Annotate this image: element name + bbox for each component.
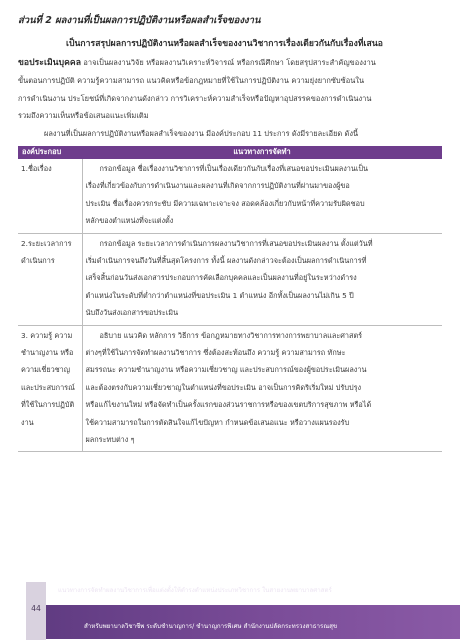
page-content: [18, 14, 442, 452]
footer-organization: สำหรับพยาบาลวิชาชีพ ระดับชำนาญการ/ ชำนาญการพิเศษ สำนักงานปลัดกระทรวงสาธารณสุข: [84, 623, 338, 630]
guideline-line: ประเมิน ชื่อเรื่องควรกระชับ มีความเฉพาะเจาะจง สอดคล้องเกี่ยวกับหน้าที่ความรับผิดชอบ: [85, 198, 365, 208]
definition-paragraph: [18, 35, 442, 125]
guideline-line: และต้องตรงกับความเชี่ยวชาญในตำแหน่งที่ขอประเมิน อาจเป็นการคิดริเริ่มใหม่ ปรับปรุง: [85, 382, 362, 392]
component-cell: 2.ระยะเวลาการดำเนินการ: [18, 233, 82, 325]
footer-document-title: แนวทางการจัดทำผลงานวิชาการเพื่อแต่งตั้งให้ดำรงตำแหน่งประเภทวิชาการ ในสายงานพยาบาลศาสตร์: [58, 587, 332, 594]
definition-line-2: อาจเป็นผลงานวิจัย หรือผลงานวิเคราะห์วิจารณ์ หรือกรณีศึกษา โดยสรุปสาระสำคัญของงาน: [81, 57, 376, 67]
guideline-line: กรอกข้อมูล ระยะเวลาการดำเนินการผลงานวิชาการที่เสนอขอประเมินผลงาน ตั้งแต่วันที่: [99, 238, 373, 248]
guideline-line: ต่างๆที่ใช้ในการจัดทำผลงานวิชาการ ซึ่งต้องสะท้อนถึง ความรู้ ความสามารถ ทักษะ: [85, 348, 346, 358]
table-header-row: [18, 146, 442, 159]
definition-lead: เป็นการสรุปผลการปฏิบัติงานหรือผลสำเร็จของงานวิชาการเรื่องเดียวกันกับเรื่องที่เสนอ: [66, 39, 383, 49]
component-cell: 3. ความรู้ ความชำนาญงาน หรือความเชี่ยวชาญและประสบการณ์ที่ใช้ในการปฏิบัติงาน: [18, 325, 82, 452]
definition-line-4: การดำเนินงาน ประโยชน์ที่เกิดจากงานดังกล่าว การวิเคราะห์ความสำเร็จหรือปัญหาอุปสรรคของการดำเนินงาน: [18, 93, 372, 103]
guideline-line: เสร็จสิ้นก่อนวันส่งเอกสารประกอบการคัดเลือกบุคคลและเป็นผลงานที่อยู่ในระหว่างดำรง: [85, 273, 357, 283]
page-number-tab: [26, 582, 46, 640]
table-row: [18, 159, 442, 233]
guideline-line: สมรรถนะ ความชำนาญงาน หรือความเชี่ยวชาญ และประสบการณ์ของผู้ขอประเมินผลงาน: [85, 365, 367, 375]
table-row: [18, 325, 442, 452]
guideline-line: ผลกระทบต่าง ๆ: [85, 435, 135, 445]
definition-bold-term: ขอประเมินบุคคล: [18, 57, 82, 68]
header-component: องค์ประกอบ: [18, 146, 82, 159]
guideline-line: หลักของตำแหน่งที่จะแต่งตั้ง: [85, 216, 174, 226]
guideline-line: เริ่มดำเนินการจนถึงวันที่สิ้นสุดโครงการ ทั้งนี้ ผลงานดังกล่าวจะต้องเป็นผลการดำเนินการที่: [85, 256, 367, 265]
section-title: ส่วนที่ 2 ผลงานที่เป็นผลการปฏิบัติงานหรือผลสำเร็จของงาน: [18, 15, 261, 26]
guideline-line: ใช้ความสามารถในการตัดสินใจแก้ไขปัญหา กำหนดข้อเสนอแนะ หรือวางแผนรองรับ: [85, 417, 350, 427]
guideline-line: หรือแก้ไขงานใหม่ หรือจัดทำเป็นครั้งแรกของส่วนราชการหรือของเขตบริการสุขภาพ หรือได้: [85, 400, 372, 410]
definition-line-3: ขั้นตอนการปฏิบัติ ความรู้ความสามารถ แนวคิดหรือข้อกฎหมายที่ใช้ในการปฏิบัติงาน ความยุ่งยากซับซ้อนใน: [18, 76, 365, 86]
guideline-line: ตำแหน่งในระดับที่ต่ำกว่าตำแหน่งที่ขอประเมิน 1 ตำแหน่ง อีกทั้งเป็นผลงานไม่เกิน 5 ปี: [85, 290, 354, 300]
definition-line-5: รวมถึงความเห็นหรือข้อเสนอแนะเพิ่มเติม: [18, 111, 149, 121]
components-intro: ผลงานที่เป็นผลการปฏิบัติงานหรือผลสำเร็จของงาน มีองค์ประกอบ 11 ประการ ดังมีรายละเอียด ดังนี้: [44, 128, 359, 138]
guideline-line: เรื่องที่เกี่ยวข้องกับการดำเนินงานและผลงานที่เกิดจากการปฏิบัติงานที่ผ่านมาของผู้ขอ: [85, 181, 350, 191]
guideline-line: อธิบาย แนวคิด หลักการ วิธีการ ข้อกฎหมายทางวิชาการทางการพยาบาลและศาสตร์: [99, 330, 363, 340]
header-guideline: แนวทางการจัดทำ: [82, 146, 442, 159]
guideline-cell: [82, 233, 442, 325]
table-row: [18, 233, 442, 325]
page-number: 44: [31, 604, 41, 613]
footer-bar: [26, 605, 460, 639]
component-cell: 1.ชื่อเรื่อง: [18, 159, 82, 233]
guideline-cell: [82, 159, 442, 233]
guideline-line: นับถึงวันส่งเอกสารขอประเมิน: [85, 308, 179, 318]
components-table: [18, 146, 442, 453]
guideline-line: กรอกข้อมูล ชื่อเรื่องงานวิชาการที่เป็นเรื่องเดียวกันกับเรื่องที่เสนอขอประเมินผลงานเป็น: [99, 163, 369, 173]
page-footer: [0, 582, 460, 640]
guideline-cell: [82, 325, 442, 452]
